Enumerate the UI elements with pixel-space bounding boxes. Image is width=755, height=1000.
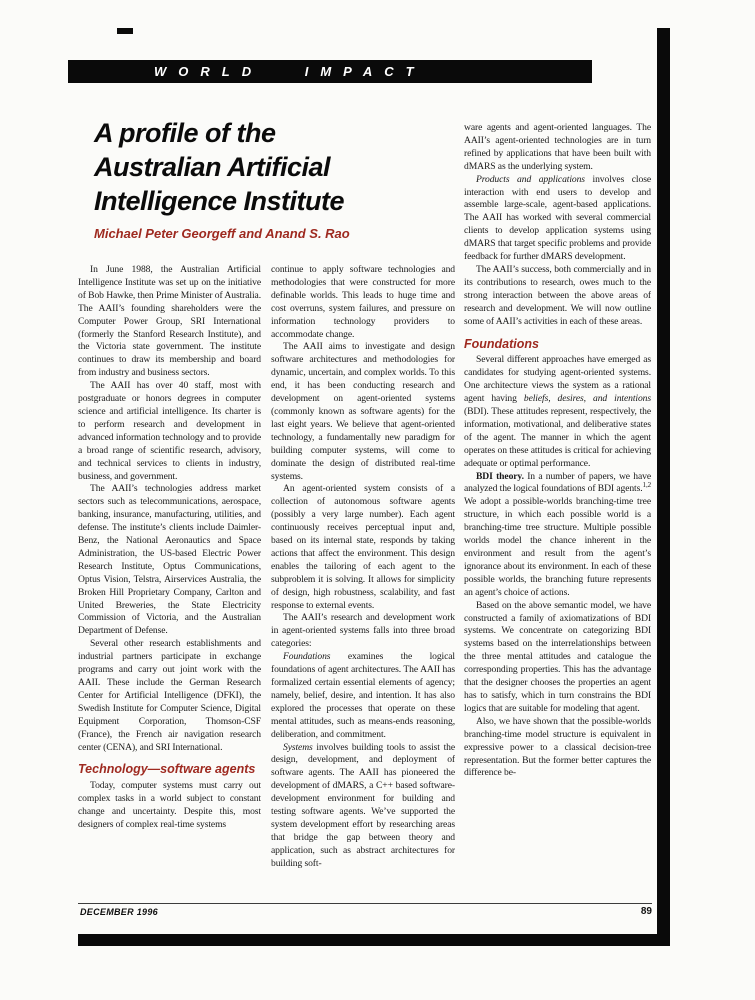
paragraph: ware agents and agent-oriented languages. The AAII’s agent-oriented technologies are in turn refined by applications that have been built with dMARS as the underlying system. xyxy=(464,122,651,172)
paragraph-text: involves close interaction with end users to develop and assemble large-scale, agent-based applications. The AAII has worked with several commercial clients to develop application systems using dMARS that target specific problems and provide feedback for further dMARS development. xyxy=(464,173,651,263)
section-heading-technology: Technology—software agents xyxy=(78,762,256,777)
registration-mark xyxy=(117,28,133,34)
article-title-line3: Intelligence Institute xyxy=(94,186,345,216)
footer-bar xyxy=(78,934,670,946)
paragraph-text: In a number of papers, we have analyzed the logical foundations of BDI agents. xyxy=(464,470,651,495)
italic-lead: Products and applications xyxy=(476,173,585,185)
paragraph: Also, we have shown that the possible-worlds branching-time model structure is equivalent in expressive power to a classical decision-tree representation. But the former better captures the difference be- xyxy=(464,715,651,779)
paragraph xyxy=(271,742,455,871)
paragraph xyxy=(464,471,651,600)
text-column-2 xyxy=(271,264,455,906)
section-heading-foundations: Foundations xyxy=(464,336,539,351)
paragraph-text: We adopt a possible-worlds branching-time tree structure, in which each possible world is a branching-time tree structure. Multiple possible worlds model the chance inherent in the environment and result from the agent’s ignorance about its environment. In each of these possible worlds, the branching future represents an agent’s choice of actions. xyxy=(464,496,651,598)
text-column-3 xyxy=(464,122,651,906)
paragraph: continue to apply software technologies and methodologies that were constructed for more definable worlds. This leads to huge time and cost overruns, system failures, and pressure on information technology providers to accommodate change. xyxy=(271,264,455,340)
paragraph-text: examines the logical foundations of agent architectures. The AAII has formalized certain essential elements of agency; namely, belief, desire, and intention. It has also explored the processes that operate on these mental attitudes, such as means-ends reasoning, deliberation, and commitment. xyxy=(271,651,455,740)
page-edge-bar xyxy=(657,28,670,946)
footer-page-number: 89 xyxy=(640,906,652,917)
italic-lead: Foundations xyxy=(283,651,331,663)
paragraph xyxy=(464,174,651,264)
article-title xyxy=(94,116,439,218)
italic-phrase: beliefs, desires, and intentions xyxy=(523,393,651,405)
paragraph: Based on the above semantic model, we have constructed a family of axiomatizations of BDI systems. We concentrate on categorizing BDI systems based on the interrelationships between the three mental attitudes and catalogue the corresponding properties. This has the advantage that the designer chooses the properties an agent has to satisfy, which in turn constrains the BDI logics that are suitable for modeling that agent. xyxy=(464,599,651,714)
article-authors: Michael Peter Georgeff and Anand S. Rao xyxy=(94,226,350,241)
footer-rule xyxy=(78,903,652,904)
footer-issue-date: DECEMBER 1996 xyxy=(80,907,158,917)
paragraph-text: Several different approaches have emerged as candidates for studying agent-oriented systems. One architecture views the system as a rational agent having xyxy=(464,354,651,405)
footnote-reference: 1,2 xyxy=(642,481,651,490)
paragraph: In June 1988, the Australian Artificial Intelligence Institute was set up on the initiative of Bob Hawke, then Prime Minister of Australia. The AAII’s founding shareholders were the Computer Power Group, SRI International (formerly the Stanford Research Institute), and the Victoria state government. The institute continues to draw its membership and board from industry and business sectors. xyxy=(78,264,261,379)
paragraph: The AAII’s technologies address market sectors such as telecommunications, aerospace, banking, insurance, manufacturing, utilities, and defense. The institute’s clients include Daimler-Benz, the National Aeronautics and Space Administration, the US-based Electric Power Research Institute, Optus Communications, Optus Vision, Telstra, Airservices Australia, the Broken Hill Proprietary Company, Carlton and United Breweries, the State Electricity Commission of Victoria, and the Australian Department of Defense. xyxy=(78,483,261,637)
article-title-line2: Australian Artificial xyxy=(94,152,331,182)
paragraph xyxy=(464,354,651,470)
paragraph: The AAII aims to investigate and design software architectures and methodologies for dynamic, uncertain, and complex worlds. To this end, it has been conducting research and development on agent-oriented systems (commonly known as software agents) for the last eight years. We believe that agent-oriented technology, a fundamentally new paradigm for building computer systems, will come to dominate the design of distributed real-time systems. xyxy=(271,341,455,482)
section-banner-label: WORLD IMPACT xyxy=(154,64,426,79)
text-column-1 xyxy=(78,264,261,906)
paragraph xyxy=(271,651,455,741)
section-banner xyxy=(68,60,592,83)
paragraph: An agent-oriented system consists of a collection of autonomous software agents (possibly a very large number). Each agent continuously receives perceptual input and, based on its internal state, responds by taking actions that affect the environment. This design enables the tailoring of each agent to the subproblem it is solving. It allows for simplicity of design, high robustness, scalability, and fast response to external events. xyxy=(271,483,455,611)
paragraph: The AAII’s success, both commercially and in its contributions to research, owes much to the strong interaction between the above areas of research and development. We will now outline some of AAII’s activities in each of these areas. xyxy=(464,263,651,327)
article-title-line1: A profile of the xyxy=(94,118,276,148)
paragraph: The AAII’s research and development work in agent-oriented systems falls into three broad categories: xyxy=(271,612,455,650)
paragraph: Several other research establishments and industrial partners participate in exchange programs and carry out joint work with the AAII. These include the German Research Center for Artificial Intelligence (DFKI), the Swedish Institute for Computer Science, Digital Equipment Corporation, Thomson-CSF (France), the French air navigation research center (CENA), and SRI International. xyxy=(78,638,261,753)
paragraph-text: (BDI). These attitudes represent, respectively, the information, motivational, and deliberative states of the agent. The manner in which the agent operates on these attitudes is critical for achieving adequate or optimal performance. xyxy=(464,406,651,469)
paragraph: The AAII has over 40 staff, most with postgraduate or honors degrees in computer science and artificial intelligence. Its charter is to perform research and development in advanced information technology and to provide a broad range of scientific research, advisory, and technical services to clients in industry, business, and government. xyxy=(78,380,261,482)
italic-lead: Systems xyxy=(283,741,313,753)
paragraph-text: involves building tools to assist the design, development, and deployment of software agents. The AAII has pioneered the development of dMARS, a C++ based software-development environment for building and testing software agents. We’ve supported the system development effort by researching areas that bridge the gap between theory and application, such as abstract architectures for building soft- xyxy=(271,741,455,869)
paragraph: Today, computer systems must carry out complex tasks in a world subject to constant change and uncertainty. Despite this, most designers of complex real-time systems xyxy=(78,780,261,831)
bold-run-in-heading: BDI theory. xyxy=(476,470,524,482)
